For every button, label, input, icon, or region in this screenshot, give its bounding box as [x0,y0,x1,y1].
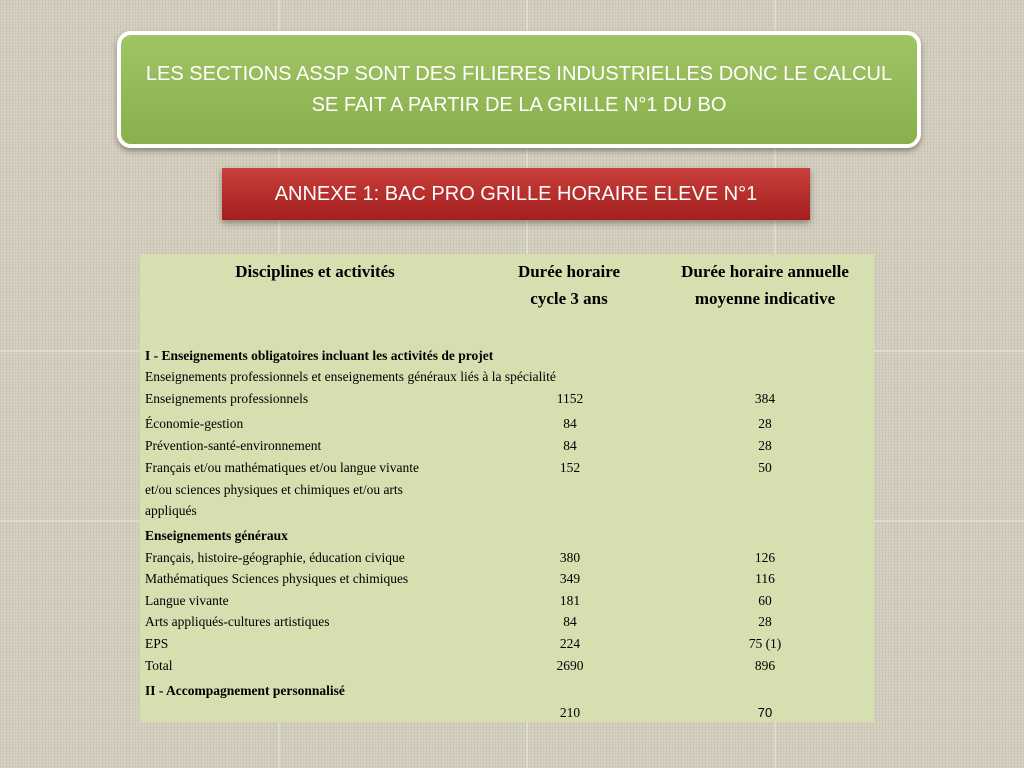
table-row-cycle: 380 [559,550,581,565]
table-row-annual: 126 [754,550,776,565]
table-row-label: Mathématiques Sciences physiques et chimiques [145,571,409,586]
section-title: Enseignements généraux [145,528,288,543]
table-row-label: Français et/ou mathématiques et/ou langue vivante [145,460,420,475]
table-row-annual: 50 [758,460,772,475]
table-row-cycle: 84 [563,438,577,453]
table-row-annual: 28 [758,438,772,453]
table-row-cycle: 2690 [556,658,584,673]
header-annual-duration [655,258,875,312]
section-title: I - Enseignements obligatoires incluant les activités de projet [145,348,494,363]
table-row-cycle: 84 [563,416,577,431]
slide-subtitle-banner [222,168,810,220]
table-row-annual: 75 (1) [748,636,782,651]
table-row-annual: 384 [754,391,776,406]
table-row-cycle: 224 [559,636,581,651]
table-row-cycle: 84 [563,614,577,629]
timetable [140,254,874,722]
table-row-cycle: 349 [559,571,581,586]
table-row-label: EPS [145,636,169,651]
header-disciplines: Disciplines et activités [235,262,395,281]
table-row-cycle: 181 [559,593,581,608]
header-annual-line1: Durée horaire annuelle [681,262,849,281]
section-title: II - Accompagnement personnalisé [145,683,345,698]
header-cycle-line2: cycle 3 ans [530,289,608,308]
table-row-annual: 28 [758,614,772,629]
table-row-label: Arts appliqués-cultures artistiques [145,614,330,629]
header-annual-line2: moyenne indicative [694,289,836,308]
table-row-annual: 60 [758,593,772,608]
table-row-label-continued: et/ou sciences physiques et chimiques et/ou arts [145,482,403,497]
table-row-label: Économie-gestion [145,416,244,431]
table-row-annual: 116 [755,571,775,586]
header-cycle-line1: Durée horaire [517,262,621,281]
table-row-annual: 28 [758,416,772,431]
table-row-label: Enseignements professionnels [145,391,309,406]
table-row-label: Total [145,658,173,673]
slide-title-banner [117,31,921,148]
header-cycle-duration [489,258,649,312]
table-row-label: Langue vivante [145,593,229,608]
table-row-annual: 896 [754,658,776,673]
table-row-cycle: 1152 [556,391,584,406]
table-row-cycle: 210 [559,705,581,720]
table-row-label: Français, histoire-géographie, éducation civique [145,550,405,565]
slide-title: LES SECTIONS ASSP SONT DES FILIERES INDUSTRIELLES DONC LE CALCUL SE FAIT A PARTIR DE LA GRILLE N°1 DU BO [145,62,893,116]
section-subtitle: Enseignements professionnels et enseignements généraux liés à la spécialité [145,369,556,384]
table-row-cycle: 152 [559,460,581,475]
table-row-annual: 70 [757,705,773,720]
table-row-label-continued: appliqués [145,503,197,518]
table-row-label: Prévention-santé-environnement [145,438,322,453]
slide-subtitle: ANNEXE 1: BAC PRO GRILLE HORAIRE ELEVE N°1 [274,182,758,205]
